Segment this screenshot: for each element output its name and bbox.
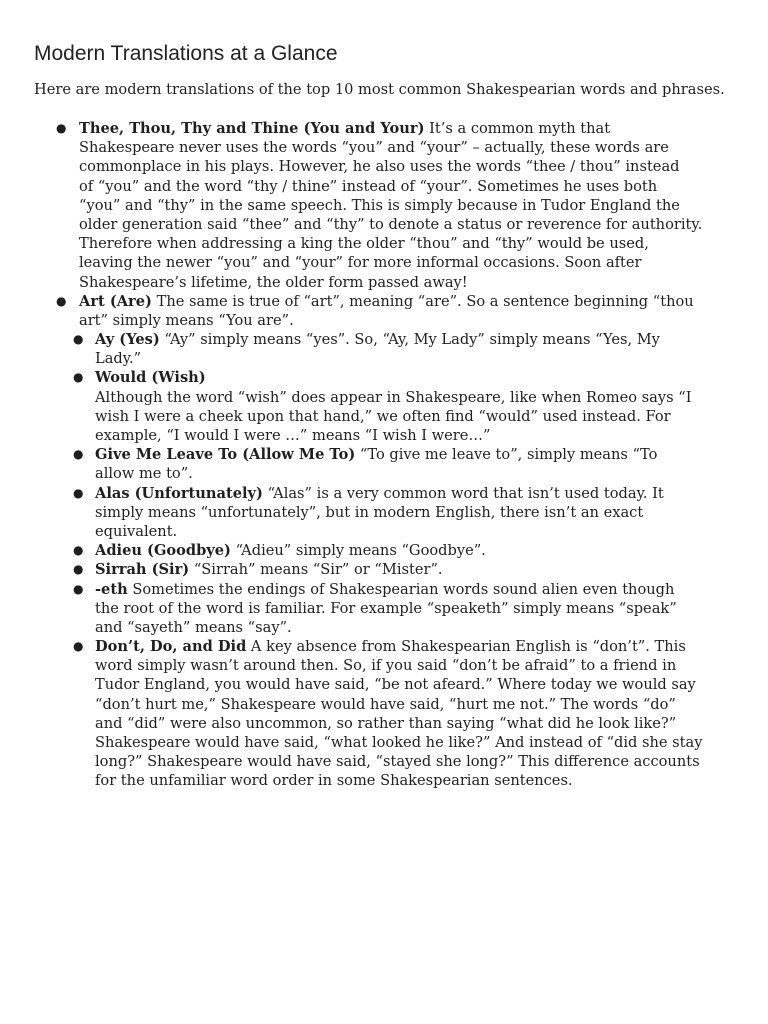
item-text: “you” and “thy” in the same speech. This is simply because in Tudor England the: [79, 196, 680, 214]
item-text: The same is true of “art”, meaning “are”. So a sentence beginning “thou: [151, 292, 694, 310]
term-label: Ay (Yes): [95, 331, 160, 349]
item-text: commonplace in his plays. However, he also uses the words “thee / thou” instead: [79, 158, 680, 176]
item-text: allow me to”.: [95, 465, 193, 483]
item-text: “Alas” is a very common word that isn’t used today. It: [262, 484, 664, 502]
bullet-icon: ●: [73, 581, 84, 596]
item-text: “To give me leave to”, simply means “To: [355, 446, 658, 464]
bullet-icon: ●: [73, 332, 84, 347]
list-item-dont-do-did: [0, 637, 768, 656]
item-text: leaving the newer “you” and “your” for more informal occasions. Soon after: [79, 254, 642, 272]
intro-paragraph: Here are modern translations of the top 10 most common Shakespearian words and phrases.: [34, 81, 725, 98]
bullet-icon: ●: [73, 543, 84, 558]
bullet-icon: ●: [73, 447, 84, 462]
term-label: Don’t, Do, and Did: [95, 638, 247, 656]
list-item-art: [0, 292, 768, 311]
term-label: Give Me Leave To (Allow Me To): [95, 446, 356, 464]
item-text: for the unfamiliar word order in some Shakespearian sentences.: [95, 772, 573, 790]
list-item-eth: [0, 580, 768, 599]
translation-list: [0, 119, 768, 791]
bullet-icon: ●: [73, 370, 84, 385]
item-text: Shakespeare’s lifetime, the older form passed away!: [79, 273, 468, 291]
item-text: simply means “unfortunately”, but in modern English, there isn’t an exact: [95, 503, 644, 521]
term-label: Would (Wish): [95, 369, 206, 387]
bullet-icon: ●: [56, 121, 67, 135]
item-text: wish I were a cheek upon that hand,” we often find “would” used instead. For: [95, 407, 671, 425]
term-label: Art (Are): [79, 292, 152, 310]
item-text: the root of the word is familiar. For example “speaketh” simply means “speak”: [95, 599, 677, 617]
item-text: Although the word “wish” does appear in Shakespeare, like when Romeo says “I: [95, 388, 692, 406]
item-text: It’s a common myth that: [424, 120, 611, 137]
item-text: and “did” were also uncommon, so rather than saying “what did he look like?”: [95, 714, 677, 732]
item-text: Shakespeare would have said, “what looked he like?” And instead of “did she stay: [95, 734, 703, 751]
item-text: “Adieu” simply means “Goodbye”.: [230, 542, 486, 560]
list-item-thee-thou: [0, 119, 768, 138]
bullet-icon: ●: [73, 639, 84, 654]
item-text: Tudor England, you would have said, “be not afeard.” Where today we would say: [95, 676, 696, 694]
list-item-would: [0, 368, 768, 387]
item-text: “don’t hurt me,” Shakespeare would have said, “hurt me not.” The words “do”: [95, 695, 676, 713]
list-item-alas: [0, 484, 768, 503]
term-label: Sirrah (Sir): [95, 561, 190, 579]
item-text: of “you” and the word “thy / thine” instead of “your”. Sometimes he uses both: [79, 177, 658, 195]
list-item-give-me-leave: [0, 445, 768, 464]
term-label: Adieu (Goodbye): [95, 542, 231, 560]
item-text: long?” Shakespeare would have said, “stayed she long?” This difference accounts: [95, 753, 700, 771]
list-item-ay: [0, 330, 768, 349]
item-text: Therefore when addressing a king the older “thou” and “thy” would be used,: [79, 235, 649, 253]
item-text: Lady.”: [95, 350, 142, 368]
item-text: art” simply means “You are”.: [79, 311, 294, 329]
term-label: Thee, Thou, Thy and Thine (You and Your): [79, 120, 425, 137]
item-text: older generation said “thee” and “thy” to denote a status or reverence for authority.: [79, 215, 703, 233]
item-text: Sometimes the endings of Shakespearian words sound alien even though: [127, 580, 675, 598]
item-text: example, “I would I were …” means “I wish I were…”: [95, 427, 491, 444]
item-text: equivalent.: [95, 522, 178, 540]
item-text: word simply wasn’t around then. So, if you said “don’t be afraid” to a friend in: [95, 657, 677, 675]
item-text: “Sirrah” means “Sir” or “Mister”.: [189, 561, 443, 579]
bullet-icon: ●: [56, 293, 67, 308]
item-text: and “sayeth” means “say”.: [95, 618, 292, 636]
bullet-icon: ●: [73, 485, 84, 500]
list-item-sirrah: [0, 560, 768, 579]
term-label: Alas (Unfortunately): [95, 484, 263, 502]
item-text: A key absence from Shakespearian English is “don’t”. This: [246, 638, 686, 656]
page-title: Modern Translations at a Glance: [34, 42, 338, 65]
item-text: “Ay” simply means “yes”. So, “Ay, My Lady” simply means “Yes, My: [159, 331, 660, 349]
bullet-icon: ●: [73, 562, 84, 577]
list-item-adieu: [0, 541, 768, 560]
item-text: Shakespeare never uses the words “you” and “your” – actually, these words are: [79, 139, 669, 157]
term-label: -eth: [95, 580, 128, 598]
